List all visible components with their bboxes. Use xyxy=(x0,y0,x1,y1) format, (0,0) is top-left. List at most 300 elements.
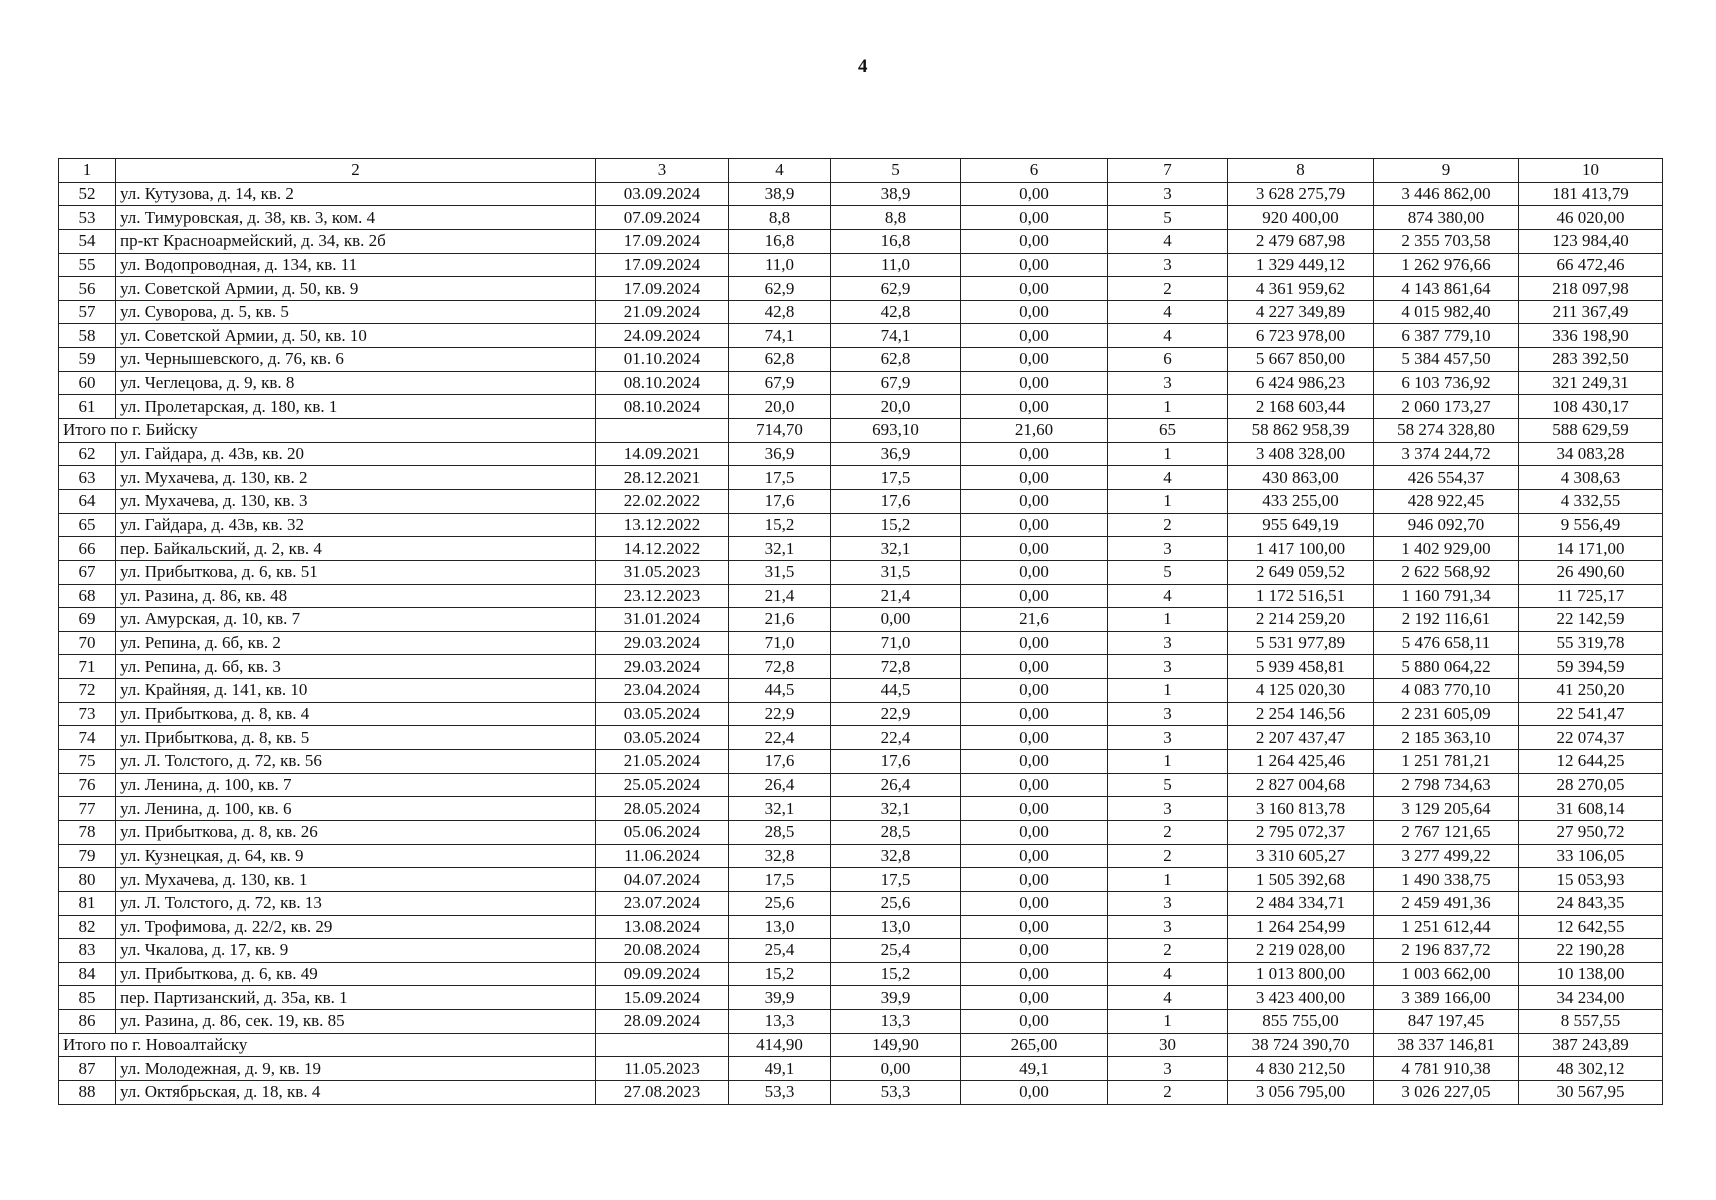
table-cell: 2 795 072,37 xyxy=(1228,820,1374,844)
table-cell: 74,1 xyxy=(729,324,831,348)
table-cell: 0,00 xyxy=(961,253,1108,277)
table-cell: 74 xyxy=(59,726,116,750)
table-cell: 6 424 986,23 xyxy=(1228,371,1374,395)
table-cell: 58 xyxy=(59,324,116,348)
table-cell: 0,00 xyxy=(961,560,1108,584)
table-cell: 14.12.2022 xyxy=(596,537,729,561)
column-header: 9 xyxy=(1374,159,1519,183)
table-cell: 22 142,59 xyxy=(1519,608,1663,632)
table-cell: 77 xyxy=(59,797,116,821)
table-cell: 73 xyxy=(59,702,116,726)
table-cell: 4 143 861,64 xyxy=(1374,277,1519,301)
table-cell: 3 056 795,00 xyxy=(1228,1080,1374,1104)
table-cell: ул. Прибыткова, д. 8, кв. 5 xyxy=(116,726,596,750)
table-cell: 32,1 xyxy=(831,537,961,561)
table-cell: 2 479 687,98 xyxy=(1228,229,1374,253)
table-cell: 36,9 xyxy=(729,442,831,466)
table-cell: 4 xyxy=(1108,229,1228,253)
table-cell: 12 642,55 xyxy=(1519,915,1663,939)
table-cell: 22 541,47 xyxy=(1519,702,1663,726)
table-cell: 25,6 xyxy=(729,891,831,915)
table-cell: 11,0 xyxy=(831,253,961,277)
table-cell: 0,00 xyxy=(961,679,1108,703)
table-cell: 20,0 xyxy=(729,395,831,419)
table-cell: 72 xyxy=(59,679,116,703)
table-cell: 2 459 491,36 xyxy=(1374,891,1519,915)
table-cell: 4 830 212,50 xyxy=(1228,1057,1374,1081)
table-cell: 1 402 929,00 xyxy=(1374,537,1519,561)
table-cell: 13,0 xyxy=(729,915,831,939)
table-cell: 71,0 xyxy=(729,631,831,655)
table-cell: 17,5 xyxy=(831,868,961,892)
table-row xyxy=(59,206,1663,230)
table-cell: 0,00 xyxy=(961,371,1108,395)
table-cell: 433 255,00 xyxy=(1228,489,1374,513)
table-cell: 21.05.2024 xyxy=(596,750,729,774)
table-cell: 07.09.2024 xyxy=(596,206,729,230)
table-cell: 23.07.2024 xyxy=(596,891,729,915)
table-cell: 0,00 xyxy=(961,277,1108,301)
table-cell: 62,9 xyxy=(831,277,961,301)
table-cell: ул. Молодежная, д. 9, кв. 19 xyxy=(116,1057,596,1081)
table-cell: 5 xyxy=(1108,560,1228,584)
table-cell: 17.09.2024 xyxy=(596,229,729,253)
table-row xyxy=(59,584,1663,608)
table-cell: 21,6 xyxy=(729,608,831,632)
table-cell: 08.10.2024 xyxy=(596,371,729,395)
table-cell: 0,00 xyxy=(961,915,1108,939)
table-cell: 0,00 xyxy=(831,608,961,632)
subtotal-cell: 65 xyxy=(1108,419,1228,443)
table-cell: 0,00 xyxy=(961,939,1108,963)
table-cell: 1 264 254,99 xyxy=(1228,915,1374,939)
table-cell: 3 374 244,72 xyxy=(1374,442,1519,466)
table-cell: 3 277 499,22 xyxy=(1374,844,1519,868)
table-cell: 6 xyxy=(1108,348,1228,372)
table-cell: 46 020,00 xyxy=(1519,206,1663,230)
table-cell: ул. Ленина, д. 100, кв. 7 xyxy=(116,773,596,797)
table-cell: ул. Тимуровская, д. 38, кв. 3, ком. 4 xyxy=(116,206,596,230)
table-cell: 0,00 xyxy=(831,1057,961,1081)
table-cell: ул. Чеглецова, д. 9, кв. 8 xyxy=(116,371,596,395)
table-cell: 3 xyxy=(1108,726,1228,750)
table-cell: 71 xyxy=(59,655,116,679)
table-cell: 218 097,98 xyxy=(1519,277,1663,301)
table-row xyxy=(59,631,1663,655)
table-cell: 2 214 259,20 xyxy=(1228,608,1374,632)
table-cell: ул. Репина, д. 6б, кв. 3 xyxy=(116,655,596,679)
table-cell: 76 xyxy=(59,773,116,797)
table-cell: 123 984,40 xyxy=(1519,229,1663,253)
subtotal-label: Итого по г. Бийску xyxy=(59,419,596,443)
table-cell: 22 190,28 xyxy=(1519,939,1663,963)
table-cell: 66 xyxy=(59,537,116,561)
table-cell: 321 249,31 xyxy=(1519,371,1663,395)
table-cell: 0,00 xyxy=(961,300,1108,324)
table-cell: 1 417 100,00 xyxy=(1228,537,1374,561)
column-header: 7 xyxy=(1108,159,1228,183)
table-cell: 34 234,00 xyxy=(1519,986,1663,1010)
table-cell: 2 192 116,61 xyxy=(1374,608,1519,632)
table-cell: 426 554,37 xyxy=(1374,466,1519,490)
table-cell: 3 xyxy=(1108,891,1228,915)
table-cell: 25,4 xyxy=(729,939,831,963)
table-cell: 1 xyxy=(1108,395,1228,419)
subtotal-cell: 38 724 390,70 xyxy=(1228,1033,1374,1057)
table-cell: ул. Чкалова, д. 17, кв. 9 xyxy=(116,939,596,963)
table-row xyxy=(59,915,1663,939)
table-row xyxy=(59,513,1663,537)
table-cell: 2 xyxy=(1108,820,1228,844)
table-cell: 67,9 xyxy=(831,371,961,395)
table-cell: 71,0 xyxy=(831,631,961,655)
table-cell: 30 567,95 xyxy=(1519,1080,1663,1104)
table-cell: 17,5 xyxy=(831,466,961,490)
table-cell: 05.06.2024 xyxy=(596,820,729,844)
table-cell: 0,00 xyxy=(961,868,1108,892)
table-row xyxy=(59,820,1663,844)
table-cell: 5 667 850,00 xyxy=(1228,348,1374,372)
table-row xyxy=(59,797,1663,821)
table-row xyxy=(59,1080,1663,1104)
table-row xyxy=(59,560,1663,584)
table-cell: пер. Байкальский, д. 2, кв. 4 xyxy=(116,537,596,561)
table-cell: ул. Л. Толстого, д. 72, кв. 56 xyxy=(116,750,596,774)
table-cell: 5 531 977,89 xyxy=(1228,631,1374,655)
table-cell: 53,3 xyxy=(831,1080,961,1104)
table-cell: ул. Разина, д. 86, сек. 19, кв. 85 xyxy=(116,1010,596,1034)
table-cell: 430 863,00 xyxy=(1228,466,1374,490)
table-cell: 1 xyxy=(1108,608,1228,632)
table-cell: 56 xyxy=(59,277,116,301)
table-cell: 4 781 910,38 xyxy=(1374,1057,1519,1081)
table-cell: 8 557,55 xyxy=(1519,1010,1663,1034)
table-cell: 3 xyxy=(1108,253,1228,277)
table-cell: 22.02.2022 xyxy=(596,489,729,513)
table-cell: 0,00 xyxy=(961,1010,1108,1034)
table-cell: 2 xyxy=(1108,844,1228,868)
table-cell: 6 103 736,92 xyxy=(1374,371,1519,395)
table-cell: 15 053,93 xyxy=(1519,868,1663,892)
table-cell: 39,9 xyxy=(831,986,961,1010)
table-row xyxy=(59,939,1663,963)
table-cell: 82 xyxy=(59,915,116,939)
table-cell: 5 384 457,50 xyxy=(1374,348,1519,372)
table-cell: 79 xyxy=(59,844,116,868)
subtotal-cell xyxy=(596,1033,729,1057)
table-cell: 4 xyxy=(1108,300,1228,324)
table-cell: 3 389 166,00 xyxy=(1374,986,1519,1010)
table-cell: 0,00 xyxy=(961,537,1108,561)
table-cell: 14.09.2021 xyxy=(596,442,729,466)
table-cell: ул. Водопроводная, д. 134, кв. 11 xyxy=(116,253,596,277)
table-cell: 3 xyxy=(1108,537,1228,561)
table-cell: 13.12.2022 xyxy=(596,513,729,537)
subtotal-cell: 30 xyxy=(1108,1033,1228,1057)
table-cell: 1 490 338,75 xyxy=(1374,868,1519,892)
table-cell: 22,4 xyxy=(729,726,831,750)
table-row xyxy=(59,1057,1663,1081)
table-cell: 0,00 xyxy=(961,584,1108,608)
subtotal-cell: 714,70 xyxy=(729,419,831,443)
table-row xyxy=(59,489,1663,513)
column-header: 3 xyxy=(596,159,729,183)
table-cell: 49,1 xyxy=(729,1057,831,1081)
subtotal-cell: 588 629,59 xyxy=(1519,419,1663,443)
table-cell: 0,00 xyxy=(961,1080,1108,1104)
table-cell: 0,00 xyxy=(961,513,1108,537)
table-cell: 2 xyxy=(1108,939,1228,963)
table-cell: ул. Крайняя, д. 141, кв. 10 xyxy=(116,679,596,703)
table-cell: 0,00 xyxy=(961,797,1108,821)
table-cell: 26,4 xyxy=(729,773,831,797)
table-cell: 03.05.2024 xyxy=(596,726,729,750)
table-row xyxy=(59,324,1663,348)
table-cell: 4 361 959,62 xyxy=(1228,277,1374,301)
table-cell: 1 262 976,66 xyxy=(1374,253,1519,277)
table-cell: 21,4 xyxy=(831,584,961,608)
table-cell: 88 xyxy=(59,1080,116,1104)
table-cell: 2 185 363,10 xyxy=(1374,726,1519,750)
table-cell: 38,9 xyxy=(831,182,961,206)
table-cell: 0,00 xyxy=(961,466,1108,490)
table-cell: 211 367,49 xyxy=(1519,300,1663,324)
table-cell: 3 446 862,00 xyxy=(1374,182,1519,206)
table-row xyxy=(59,891,1663,915)
table-cell: 54 xyxy=(59,229,116,253)
table-cell: 64 xyxy=(59,489,116,513)
table-cell: 74,1 xyxy=(831,324,961,348)
table-cell: 13,3 xyxy=(831,1010,961,1034)
subtotal-cell: 58 862 958,39 xyxy=(1228,419,1374,443)
table-cell: 38,9 xyxy=(729,182,831,206)
table-cell: 32,8 xyxy=(729,844,831,868)
table-row xyxy=(59,702,1663,726)
table-cell: ул. Разина, д. 86, кв. 48 xyxy=(116,584,596,608)
table-row xyxy=(59,348,1663,372)
table-cell: 31,5 xyxy=(729,560,831,584)
table-cell: 8,8 xyxy=(831,206,961,230)
table-cell: 0,00 xyxy=(961,348,1108,372)
table-cell: 1 xyxy=(1108,679,1228,703)
table-row xyxy=(59,442,1663,466)
table-cell: 4 308,63 xyxy=(1519,466,1663,490)
table-cell: 11.06.2024 xyxy=(596,844,729,868)
table-cell: 3 xyxy=(1108,631,1228,655)
table-cell: 15,2 xyxy=(729,962,831,986)
table-cell: 1 xyxy=(1108,442,1228,466)
table-cell: 26 490,60 xyxy=(1519,560,1663,584)
table-cell: 5 xyxy=(1108,773,1228,797)
table-row xyxy=(59,844,1663,868)
table-cell: 12 644,25 xyxy=(1519,750,1663,774)
table-row xyxy=(59,537,1663,561)
table-cell: 42,8 xyxy=(831,300,961,324)
table-cell: ул. Советской Армии, д. 50, кв. 9 xyxy=(116,277,596,301)
table-cell: 6 387 779,10 xyxy=(1374,324,1519,348)
table-cell: 3 xyxy=(1108,655,1228,679)
table-cell: 4 xyxy=(1108,584,1228,608)
table-cell: 29.03.2024 xyxy=(596,631,729,655)
table-cell: ул. Октябрьская, д. 18, кв. 4 xyxy=(116,1080,596,1104)
table-cell: 29.03.2024 xyxy=(596,655,729,679)
table-cell: ул. Чернышевского, д. 76, кв. 6 xyxy=(116,348,596,372)
table-cell: 42,8 xyxy=(729,300,831,324)
table-cell: 855 755,00 xyxy=(1228,1010,1374,1034)
table-cell: 25,6 xyxy=(831,891,961,915)
table-cell: 2 827 004,68 xyxy=(1228,773,1374,797)
table-cell: 26,4 xyxy=(831,773,961,797)
table-cell: 55 319,78 xyxy=(1519,631,1663,655)
table-cell: 22,4 xyxy=(831,726,961,750)
table-cell: 22,9 xyxy=(831,702,961,726)
table-cell: 181 413,79 xyxy=(1519,182,1663,206)
table-cell: ул. Кузнецкая, д. 64, кв. 9 xyxy=(116,844,596,868)
table-cell: 1 264 425,46 xyxy=(1228,750,1374,774)
table-cell: 3 xyxy=(1108,1057,1228,1081)
table-cell: 955 649,19 xyxy=(1228,513,1374,537)
table-cell: 28.09.2024 xyxy=(596,1010,729,1034)
table-row xyxy=(59,277,1663,301)
table-cell: 62 xyxy=(59,442,116,466)
table-cell: 87 xyxy=(59,1057,116,1081)
table-cell: 4 xyxy=(1108,324,1228,348)
table-cell: 44,5 xyxy=(729,679,831,703)
table-cell: 4 332,55 xyxy=(1519,489,1663,513)
table-cell: ул. Прибыткова, д. 8, кв. 26 xyxy=(116,820,596,844)
table-cell: 85 xyxy=(59,986,116,1010)
table-cell: 53,3 xyxy=(729,1080,831,1104)
table-cell: 283 392,50 xyxy=(1519,348,1663,372)
subtotal-cell: 414,90 xyxy=(729,1033,831,1057)
table-cell: 428 922,45 xyxy=(1374,489,1519,513)
table-cell: 5 880 064,22 xyxy=(1374,655,1519,679)
column-header: 1 xyxy=(59,159,116,183)
table-cell: 2 xyxy=(1108,513,1228,537)
table-cell: ул. Мухачева, д. 130, кв. 2 xyxy=(116,466,596,490)
table-cell: 3 xyxy=(1108,797,1228,821)
table-cell: 0,00 xyxy=(961,229,1108,253)
table-cell: ул. Прибыткова, д. 6, кв. 51 xyxy=(116,560,596,584)
table-cell: пер. Партизанский, д. 35а, кв. 1 xyxy=(116,986,596,1010)
table-cell: 9 556,49 xyxy=(1519,513,1663,537)
table-cell: 336 198,90 xyxy=(1519,324,1663,348)
table-cell: 1 251 612,44 xyxy=(1374,915,1519,939)
table-cell: 21.09.2024 xyxy=(596,300,729,324)
table-cell: 2 484 334,71 xyxy=(1228,891,1374,915)
table-cell: 4 xyxy=(1108,466,1228,490)
table-cell: 1 172 516,51 xyxy=(1228,584,1374,608)
registry-table xyxy=(58,158,1663,1105)
table-cell: 4 227 349,89 xyxy=(1228,300,1374,324)
table-cell: 24.09.2024 xyxy=(596,324,729,348)
table-cell: 1 013 800,00 xyxy=(1228,962,1374,986)
table-cell: 946 092,70 xyxy=(1374,513,1519,537)
table-cell: 44,5 xyxy=(831,679,961,703)
table-cell: 20.08.2024 xyxy=(596,939,729,963)
table-cell: 28,5 xyxy=(831,820,961,844)
table-cell: ул. Амурская, д. 10, кв. 7 xyxy=(116,608,596,632)
table-cell: 17,6 xyxy=(831,750,961,774)
table-row xyxy=(59,253,1663,277)
table-cell: 28.12.2021 xyxy=(596,466,729,490)
table-cell: 28,5 xyxy=(729,820,831,844)
table-cell: 31,5 xyxy=(831,560,961,584)
table-row xyxy=(59,962,1663,986)
table-cell: 3 310 605,27 xyxy=(1228,844,1374,868)
table-row xyxy=(59,986,1663,1010)
table-cell: 0,00 xyxy=(961,702,1108,726)
table-cell: 01.10.2024 xyxy=(596,348,729,372)
table-cell: 2 798 734,63 xyxy=(1374,773,1519,797)
table-cell: 23.12.2023 xyxy=(596,584,729,608)
table-cell: ул. Советской Армии, д. 50, кв. 10 xyxy=(116,324,596,348)
table-row xyxy=(59,655,1663,679)
table-cell: 32,1 xyxy=(729,797,831,821)
table-cell: 920 400,00 xyxy=(1228,206,1374,230)
table-cell: 17.09.2024 xyxy=(596,277,729,301)
table-cell: 1 251 781,21 xyxy=(1374,750,1519,774)
table-cell: 84 xyxy=(59,962,116,986)
table-cell: 59 394,59 xyxy=(1519,655,1663,679)
table-cell: 847 197,45 xyxy=(1374,1010,1519,1034)
table-header-row xyxy=(59,159,1663,183)
table-cell: 61 xyxy=(59,395,116,419)
table-cell: 03.05.2024 xyxy=(596,702,729,726)
table-cell: 1 xyxy=(1108,489,1228,513)
table-cell: 32,8 xyxy=(831,844,961,868)
table-cell: 23.04.2024 xyxy=(596,679,729,703)
table-cell: ул. Пролетарская, д. 180, кв. 1 xyxy=(116,395,596,419)
table-cell: 3 160 813,78 xyxy=(1228,797,1374,821)
table-cell: ул. Трофимова, д. 22/2, кв. 29 xyxy=(116,915,596,939)
table-cell: 11 725,17 xyxy=(1519,584,1663,608)
table-cell: 4 xyxy=(1108,962,1228,986)
table-cell: 86 xyxy=(59,1010,116,1034)
table-cell: 10 138,00 xyxy=(1519,962,1663,986)
column-header: 5 xyxy=(831,159,961,183)
table-cell: 57 xyxy=(59,300,116,324)
table-cell: 83 xyxy=(59,939,116,963)
table-cell: 0,00 xyxy=(961,655,1108,679)
table-cell: 24 843,35 xyxy=(1519,891,1663,915)
table-cell: 3 xyxy=(1108,702,1228,726)
table-cell: 21,4 xyxy=(729,584,831,608)
table-cell: 0,00 xyxy=(961,324,1108,348)
table-cell: 8,8 xyxy=(729,206,831,230)
table-cell: 32,1 xyxy=(729,537,831,561)
table-cell: 27 950,72 xyxy=(1519,820,1663,844)
table-cell: 31.01.2024 xyxy=(596,608,729,632)
table-cell: 4 015 982,40 xyxy=(1374,300,1519,324)
table-row xyxy=(59,395,1663,419)
table-row xyxy=(59,868,1663,892)
table-cell: 32,1 xyxy=(831,797,961,821)
table-cell: 3 628 275,79 xyxy=(1228,182,1374,206)
table-cell: 1 xyxy=(1108,750,1228,774)
table-cell: ул. Прибыткова, д. 6, кв. 49 xyxy=(116,962,596,986)
table-cell: 67 xyxy=(59,560,116,584)
table-cell: ул. Гайдара, д. 43в, кв. 20 xyxy=(116,442,596,466)
subtotal-cell xyxy=(596,419,729,443)
table-cell: ул. Мухачева, д. 130, кв. 3 xyxy=(116,489,596,513)
table-cell: 0,00 xyxy=(961,891,1108,915)
table-cell: 17,6 xyxy=(729,750,831,774)
table-cell: 5 xyxy=(1108,206,1228,230)
subtotal-cell: 693,10 xyxy=(831,419,961,443)
subtotal-cell: 149,90 xyxy=(831,1033,961,1057)
table-cell: 17.09.2024 xyxy=(596,253,729,277)
